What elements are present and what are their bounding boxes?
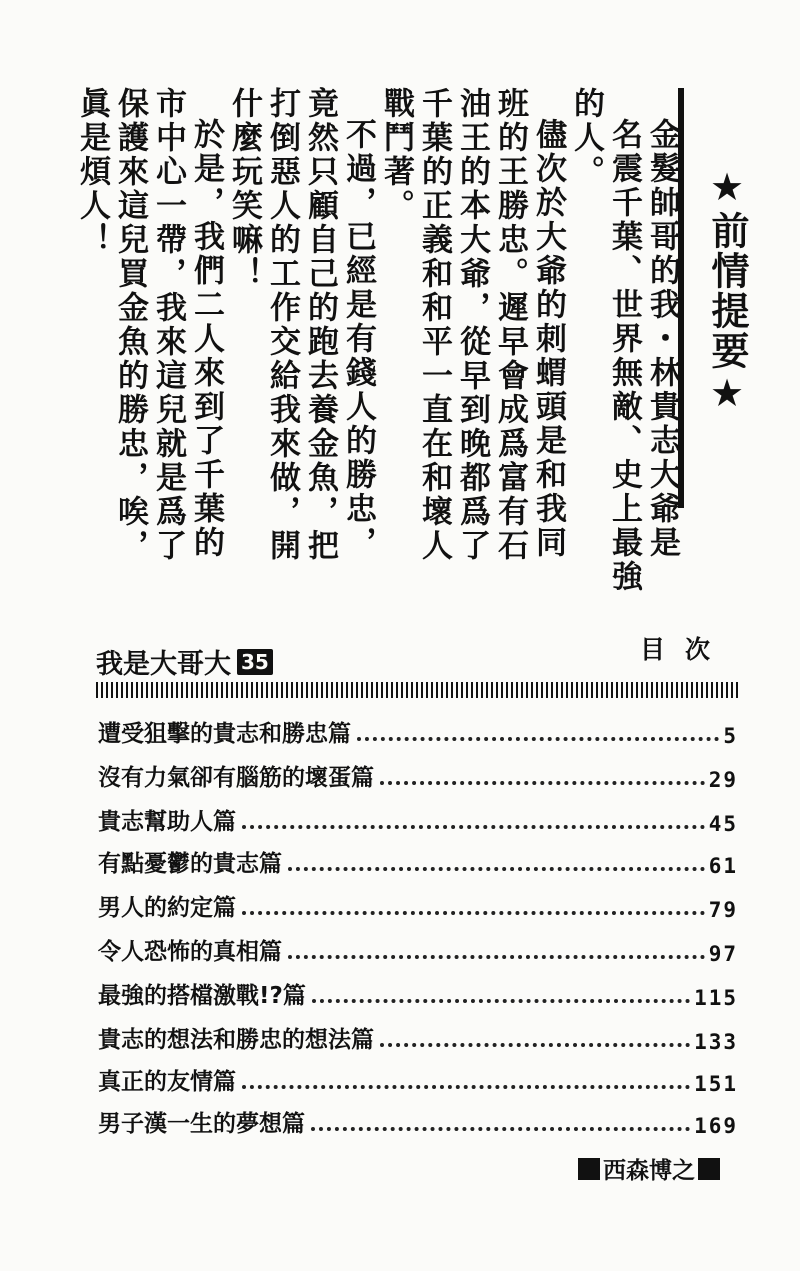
synopsis-line: 的人。	[568, 87, 604, 189]
toc-leader-dots	[242, 1085, 690, 1089]
toc-entry-title: 令人恐怖的真相篇	[98, 939, 282, 965]
toc-entry-page: 61	[708, 854, 738, 878]
toc-entry-title: 真正的友情篇	[98, 1069, 236, 1095]
black-square-icon	[698, 1158, 720, 1180]
toc-entry-title: 沒有力氣卻有腦筋的壞蛋篇	[98, 765, 374, 791]
hatched-divider	[96, 682, 740, 698]
table-of-contents	[0, 620, 800, 1220]
synopsis-line: 名震千葉、世界無敵、史上最強	[606, 118, 642, 594]
toc-leader-dots	[242, 911, 705, 915]
toc-entry-title: 男人的約定篇	[98, 895, 236, 921]
toc-entry-page: 45	[708, 812, 738, 836]
toc-entry[interactable]	[98, 756, 738, 792]
toc-entry-page: 151	[694, 1072, 738, 1096]
synopsis-line: 打倒惡人的工作交給我來做，開	[264, 87, 300, 563]
synopsis-line: 金髮帥哥的我・林貴志大爺是	[644, 118, 680, 560]
synopsis-line: 市中心一帶，我來這兒就是爲了	[150, 87, 186, 563]
toc-entry[interactable]	[98, 930, 738, 966]
toc-label: 目次	[640, 635, 731, 664]
synopsis-line: 不過，已經是有錢人的勝忠，	[340, 118, 376, 560]
synopsis-line: 戰鬥著。	[378, 87, 414, 223]
synopsis-line: 竟然只顧自己的跑去養金魚，把	[302, 87, 338, 563]
synopsis-text	[74, 87, 770, 612]
author-credit	[578, 1152, 720, 1185]
author-name: 西森博之	[603, 1158, 695, 1184]
toc-entry-page: 29	[708, 768, 738, 792]
synopsis-line: 保護來這兒買金魚的勝忠，唉，	[112, 87, 148, 563]
toc-entry[interactable]	[98, 886, 738, 922]
book-title-text: 我是大哥大	[96, 649, 231, 680]
toc-entry-page: 169	[694, 1114, 738, 1138]
volume-badge: 35	[237, 649, 273, 675]
synopsis-line: 油王的本大爺，從早到晚都爲了	[454, 87, 490, 563]
toc-entry-page: 133	[694, 1030, 738, 1054]
toc-leader-dots	[312, 999, 690, 1003]
toc-entry[interactable]	[98, 1102, 738, 1138]
toc-entry-title: 最強的搭檔激戰!?篇	[98, 983, 306, 1009]
black-square-icon	[578, 1158, 600, 1180]
book-title	[96, 642, 273, 681]
toc-leader-dots	[242, 825, 705, 829]
toc-entry[interactable]	[98, 974, 738, 1010]
toc-entry-title: 男子漢一生的夢想篇	[98, 1111, 305, 1137]
synopsis-heading: ★前情提要★	[705, 165, 749, 417]
toc-leader-dots	[311, 1127, 690, 1131]
toc-entry[interactable]	[98, 1060, 738, 1096]
toc-entry-title: 貴志幫助人篇	[98, 809, 236, 835]
toc-entry-page: 79	[708, 898, 738, 922]
synopsis-line: 於是，我們二人來到了千葉的	[188, 118, 224, 560]
synopsis-line: 儘次於大爺的刺蝟頭是和我同	[530, 118, 566, 560]
toc-leader-dots	[357, 737, 719, 741]
toc-entry-page: 115	[694, 986, 738, 1010]
toc-entry[interactable]	[98, 712, 738, 748]
toc-leader-dots	[288, 955, 705, 959]
toc-entry-page: 5	[723, 724, 738, 748]
toc-entry-title: 貴志的想法和勝忠的想法篇	[98, 1027, 374, 1053]
synopsis-line: 千葉的正義和和平一直在和壞人	[416, 87, 452, 563]
toc-leader-dots	[288, 867, 705, 871]
toc-leader-dots	[380, 1043, 690, 1047]
toc-entry[interactable]	[98, 800, 738, 836]
toc-entry-page: 97	[708, 942, 738, 966]
synopsis-line: 眞是煩人！	[74, 87, 110, 257]
synopsis-line: 什麼玩笑嘛！	[226, 87, 262, 291]
toc-leader-dots	[380, 781, 705, 785]
toc-entry-title: 遭受狙擊的貴志和勝忠篇	[98, 721, 351, 747]
synopsis-line: 班的王勝忠。遲早會成爲富有石	[492, 87, 528, 563]
toc-entry[interactable]	[98, 842, 738, 878]
toc-entry[interactable]	[98, 1018, 738, 1054]
toc-entry-title: 有點憂鬱的貴志篇	[98, 851, 282, 877]
